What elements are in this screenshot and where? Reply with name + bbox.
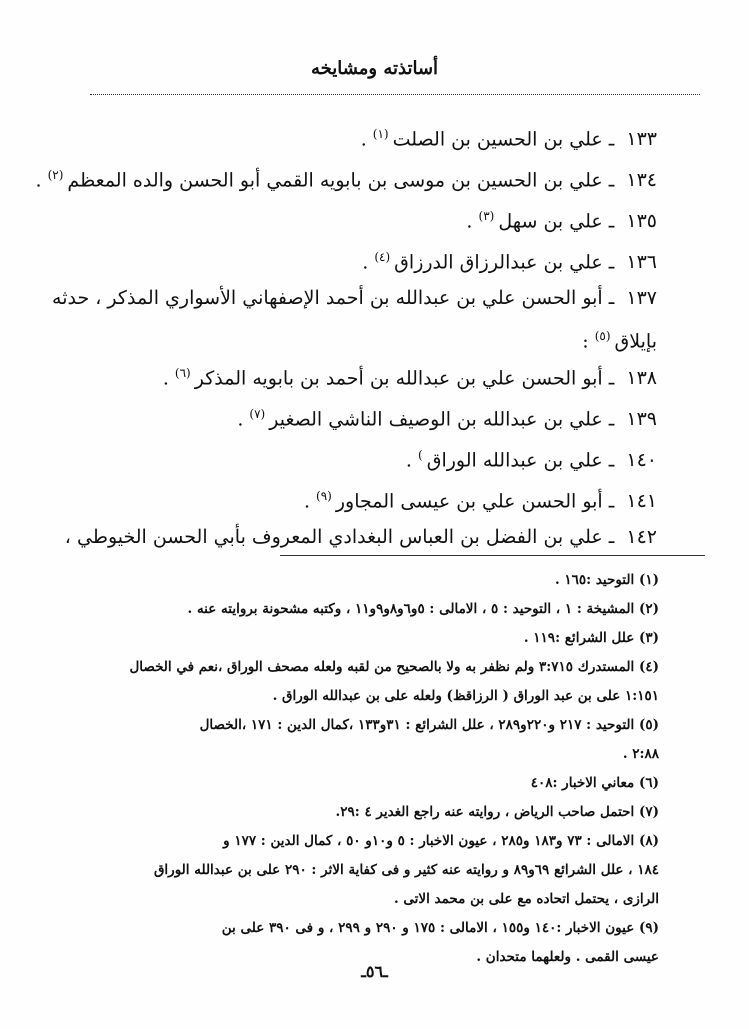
footnote-line: ١٨٤ ، علل الشرائع ٦٩و٨٩ و روايته عنه كثير و فى كفاية الاثر : ٢٩٠ على بن عبدالله الوراق bbox=[153, 862, 659, 878]
footnote-ref: ) bbox=[418, 448, 423, 462]
entry-end: . bbox=[466, 210, 473, 233]
list-item: ١٣٩ ـ علي بن عبدالله بن الوصيف الناشي الصغير$^{(٧)}$ . bbox=[237, 407, 657, 431]
entry-text: علي بن عبدالله بن الوصيف الناشي الصغير bbox=[269, 408, 603, 431]
footnote-ref: (١) bbox=[372, 127, 389, 141]
footnote-line: (٤) المستدرك ٣:٧١٥ ولم نظفر به ولا بالصحيح من لقبه ولعله مصحف الوراق ،نعم في الخصال bbox=[129, 659, 659, 675]
footnote-line: ١:١٥١ على بن عبد الوراق ( الرزاقظ) ولعله على بن عبدالله الوراق . bbox=[272, 688, 659, 704]
list-item: ١٤٠ ـ علي بن عبدالله الوراق) . bbox=[405, 448, 657, 472]
footnote-ref: (٩) bbox=[316, 489, 332, 503]
page-header-title: أساتذته ومشايخه bbox=[310, 58, 439, 79]
entry-end: ، bbox=[64, 526, 71, 548]
entry-text: أبو الحسن علي بن عيسى المجاور bbox=[335, 490, 603, 513]
entry-text: أبو الحسن علي بن عبدالله بن أحمد الإصفهاني الأسواري المذكر ، حدثه bbox=[52, 287, 603, 309]
footnote-line: (٩) عيون الاخبار :١٤٠ و١٥٥ ، الامالى : ١٧٥ و ٢٩٠ و ٢٩٩ ، و فى ٣٩٠ على بن bbox=[221, 920, 659, 936]
footnote-line: عيسى القمى . ولعلهما متحدان . bbox=[476, 949, 659, 965]
footnote-ref: (٧) bbox=[249, 407, 266, 421]
footnote-line: ٢:٨٨ . bbox=[622, 746, 659, 762]
entry-end: . bbox=[362, 251, 369, 274]
entry-number: ١٣٥ bbox=[626, 210, 657, 233]
list-item-continuation bbox=[57, 319, 657, 353]
entry-text: علي بن عبدالرزاق الدرزاق bbox=[394, 251, 603, 274]
list-item: ١٣٨ ـ أبو الحسن علي بن عبدالله بن أحمد بن بابويه المذكر$^{(٦)}$ . bbox=[162, 366, 657, 390]
footnote-ref: (٢) bbox=[47, 168, 64, 182]
footnote-line: (٨) الامالى : ٧٣ و١٨٣ و٢٨٥ ، عيون الاخبار : ٥ و١٠و ٥٠ ، كمال الدين : ١٧٧ و bbox=[223, 833, 659, 849]
footnote-ref: (٤) bbox=[374, 250, 391, 264]
entry-text: علي بن الفضل بن العباس البغدادي المعروف بأبي الحسن الخيوطي bbox=[76, 526, 603, 548]
footnote-ref: (٣) bbox=[478, 209, 495, 223]
list-item: ١٣٥ ـ علي بن سهل$^{(٣)}$ . bbox=[466, 209, 657, 233]
footnote-line: الرازى ، يحتمل اتحاده مع على بن محمد الاتى . bbox=[393, 891, 659, 907]
list-item: ١٣٣ ـ علي بن الحسين بن الصلت$^{(١)}$ . bbox=[360, 127, 657, 151]
footnotes-divider bbox=[280, 555, 705, 556]
entry-text: علي بن سهل bbox=[498, 210, 603, 233]
footnote-line: (٧) احتمل صاحب الرياض ، روايته عنه راجع الغدير ٤ :٢٩. bbox=[335, 804, 659, 820]
entry-end: . bbox=[303, 490, 310, 513]
entries-list bbox=[35, 114, 657, 558]
entry-number: ١٤٢ bbox=[626, 526, 657, 548]
footnote-line: (٥) التوحيد : ٢١٧ و٢٢٠و٢٨٩ ، علل الشرائع : ٣١و١٣٣ ،كمال الدين : ١٧١ ،الخصال bbox=[199, 717, 659, 733]
entry-end: . bbox=[360, 128, 367, 151]
entry-number: ١٤١ bbox=[626, 490, 657, 513]
entry-end: . bbox=[237, 408, 244, 431]
entry-end: . bbox=[35, 169, 42, 192]
list-item: ١٣٤ ـ علي بن الحسين بن موسى بن بابويه القمي أبو الحسن والده المعظم$^{(٢)}$ . bbox=[35, 168, 657, 192]
entry-text: علي بن الحسين بن الصلت bbox=[392, 128, 603, 151]
entry-end: . bbox=[405, 449, 412, 472]
list-item: ١٣٦ ـ علي بن عبدالرزاق الدرزاق$^{(٤)}$ . bbox=[362, 250, 657, 274]
entry-number: ١٣٦ bbox=[626, 251, 657, 274]
entry-number: ١٣٣ bbox=[626, 128, 657, 151]
entry-number: ١٣٤ bbox=[626, 169, 657, 192]
header-divider bbox=[90, 94, 700, 95]
list-item: ١٣٧ ـ أبو الحسن علي بن عبدالله بن أحمد الإصفهاني الأسواري المذكر ، حدثه bbox=[52, 287, 657, 309]
list-item: ١٤١ ـ أبو الحسن علي بن عيسى المجاور$^{(٩)}$ . bbox=[303, 489, 657, 513]
entry-text: أبو الحسن علي بن عبدالله بن أحمد بن بابويه المذكر bbox=[194, 367, 603, 390]
entry-number: ١٣٨ bbox=[626, 367, 657, 390]
footnote-line: (٦) معاني الاخبار :٤٠٨ bbox=[530, 775, 659, 791]
entry-number: ١٣٧ bbox=[626, 287, 657, 309]
entry-text: علي بن عبدالله الوراق bbox=[426, 449, 603, 472]
footnotes-section bbox=[49, 566, 659, 972]
entry-text: بإيلاق bbox=[614, 330, 657, 353]
entry-number: ١٤٠ bbox=[626, 449, 657, 472]
entry-text: علي بن الحسين بن موسى بن بابويه القمي أبو الحسن والده المعظم bbox=[67, 169, 603, 192]
page-number: ـ٥٦ـ bbox=[361, 962, 388, 981]
entry-number: ١٣٩ bbox=[626, 408, 657, 431]
entry-end: : bbox=[582, 330, 589, 353]
footnote-line: (٣) علل الشرائع :١١٩ . bbox=[523, 630, 659, 646]
footnote-line: (١) التوحيد :١٦٥ . bbox=[554, 572, 659, 588]
footnote-line: (٢) المشيخة : ١ ، التوحيد : ٥ ، الامالى : ٥و٦و٨و٩و١١ ، وكتبه مشحونة بروايته عنه . bbox=[187, 601, 659, 617]
footnote-ref: (٦) bbox=[174, 366, 191, 380]
entry-end: . bbox=[162, 367, 169, 390]
footnote-ref: (٥) bbox=[594, 329, 611, 343]
list-item: ١٤٢ ـ علي بن الفضل بن العباس البغدادي المعروف بأبي الحسن الخيوطي ، bbox=[64, 526, 657, 548]
